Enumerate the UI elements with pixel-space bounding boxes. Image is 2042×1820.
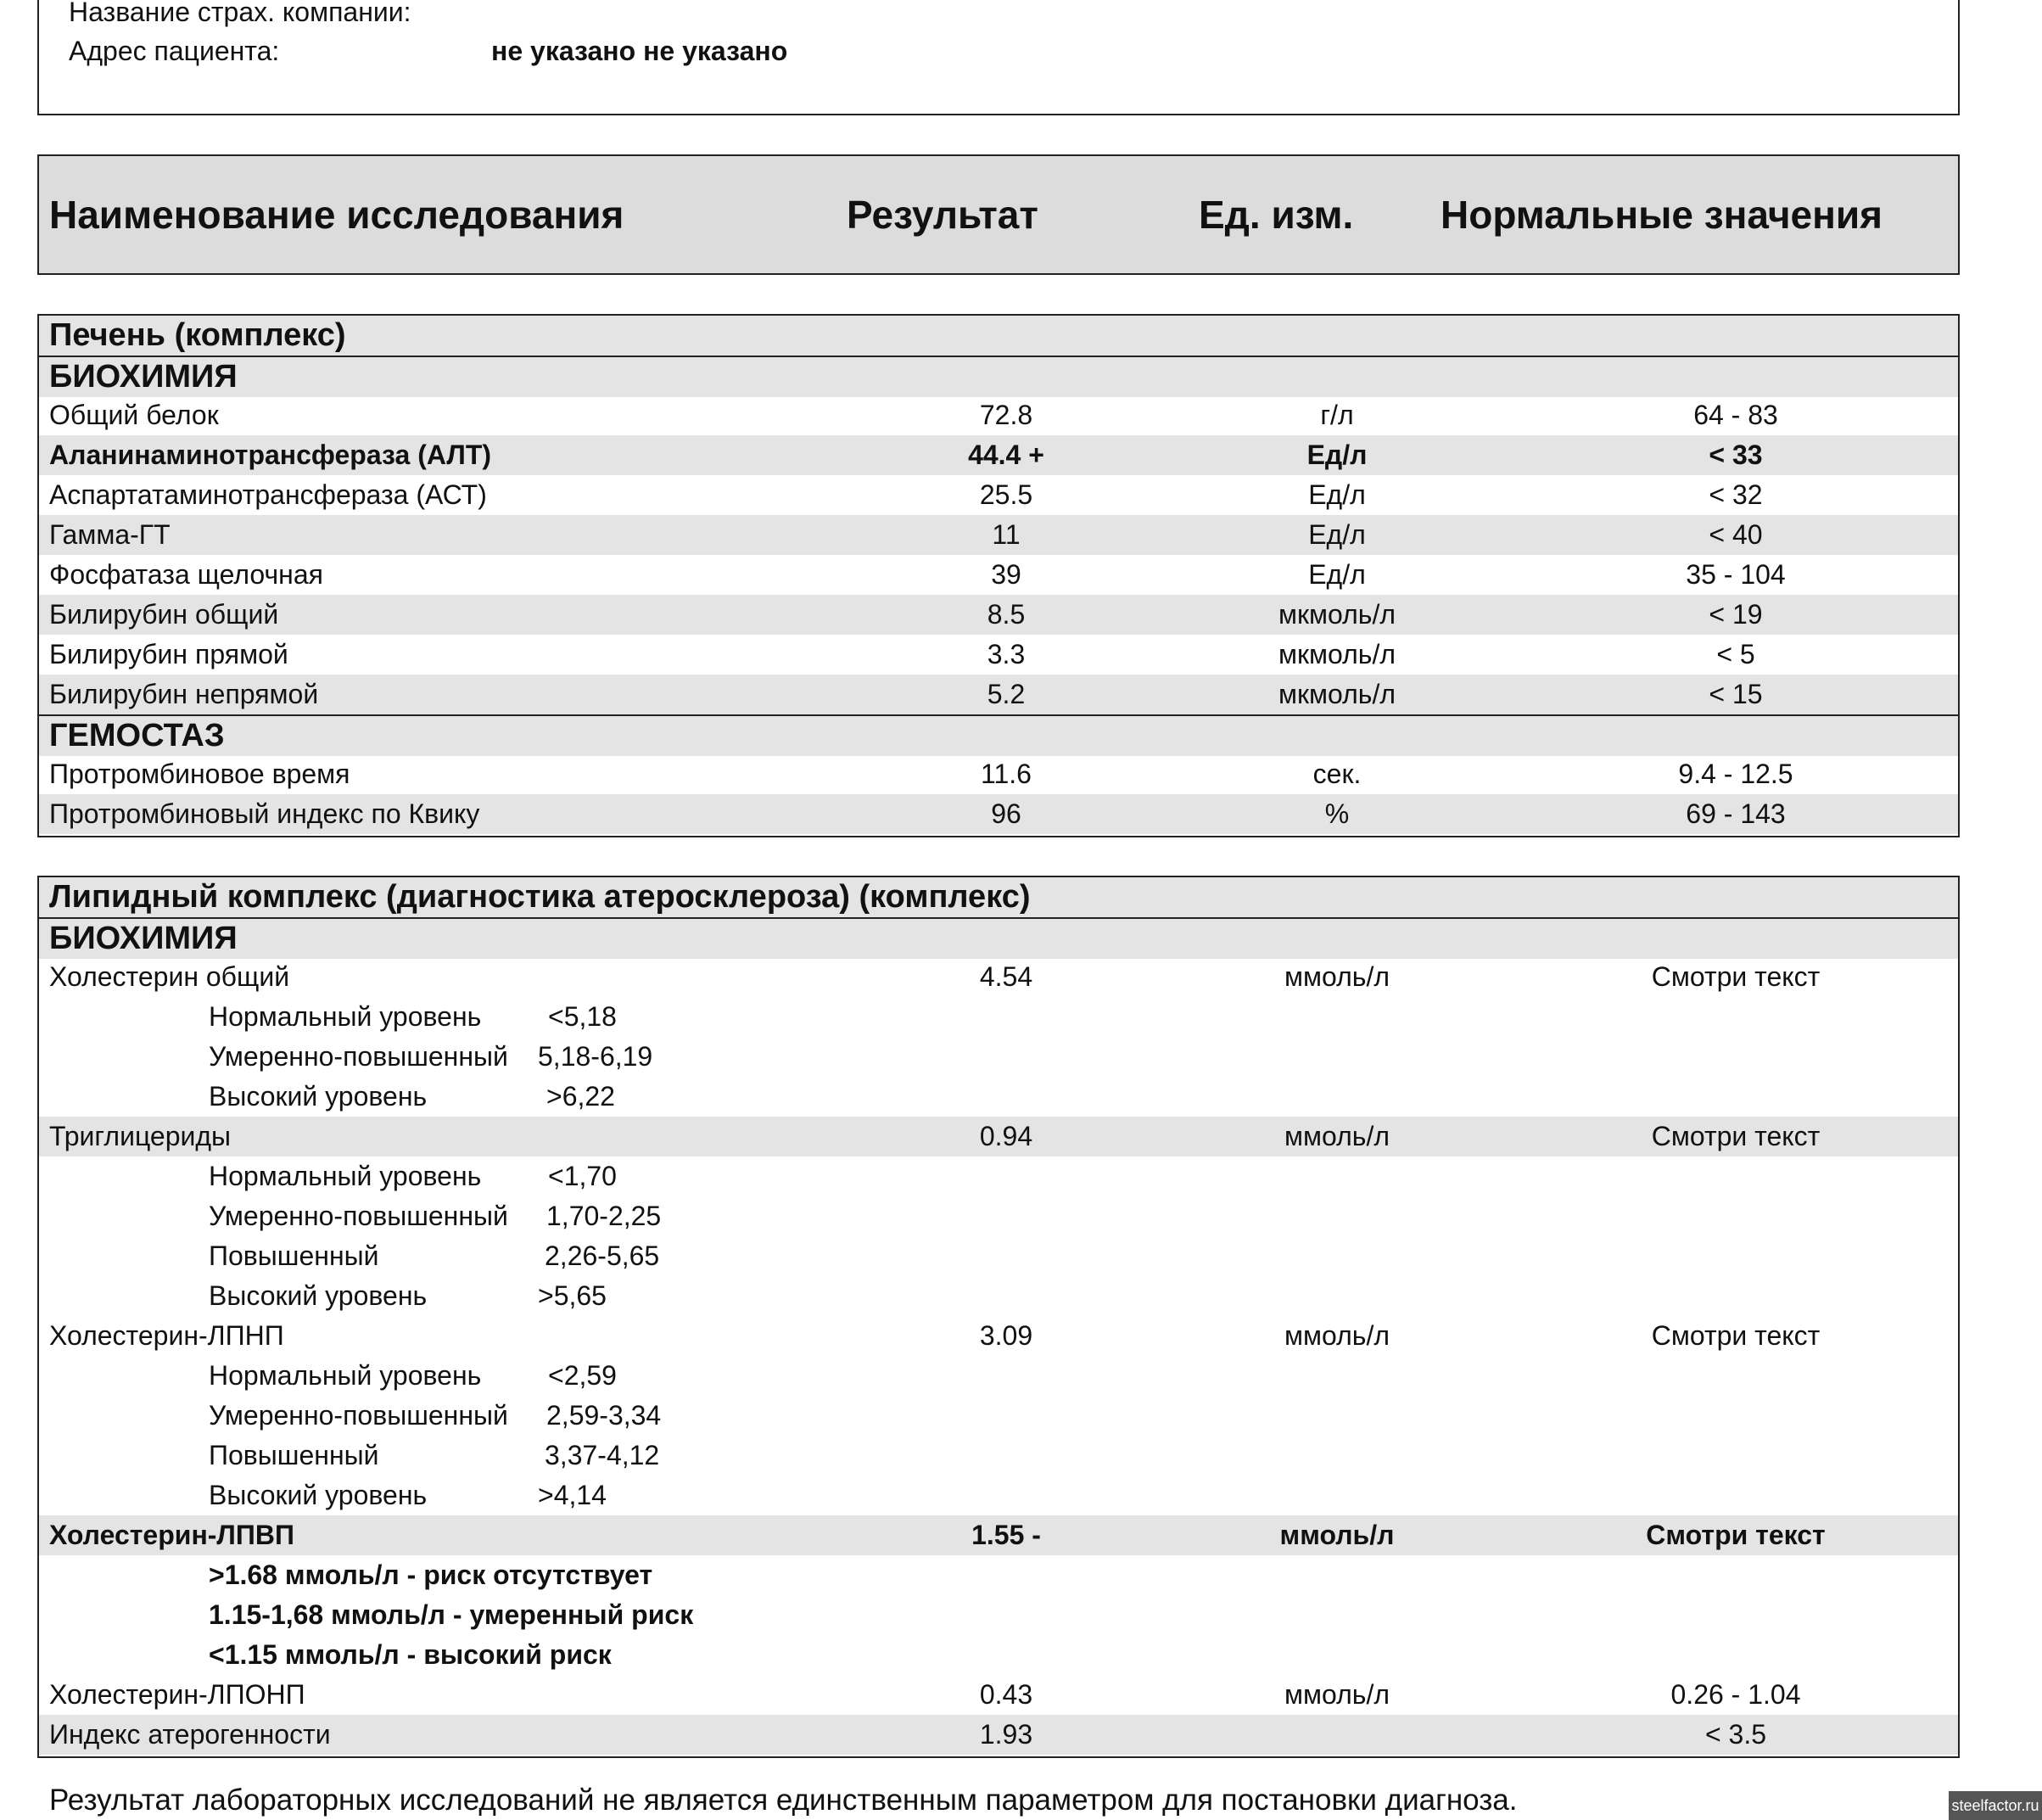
level-row: Нормальный уровень <2,59 — [209, 1360, 617, 1391]
header-result: Результат — [847, 193, 1038, 237]
table-row: Холестерин-ЛПВП 1.55 - ммоль/л Смотри текст — [39, 1515, 1958, 1555]
address-line — [69, 36, 788, 67]
level-row: Умеренно-повышенный 2,59-3,34 — [209, 1400, 662, 1431]
table-row: Протромбиновое время 11.6 сек. 9.4 - 12.5 — [49, 759, 1793, 789]
insurance-line — [69, 0, 411, 28]
level-row: Нормальный уровень <1,70 — [209, 1161, 617, 1191]
table-row: Протромбиновый индекс по Квику 96 % 69 - 143 — [39, 794, 1958, 834]
table-row: Холестерин-ЛПОНП 0.43 ммоль/л 0.26 - 1.04 — [49, 1679, 1801, 1710]
table-row: Аланинаминотрансфераза (АЛТ) 44.4 + Ед/л < 33 — [39, 435, 1958, 475]
table-row: Гамма-ГТ 11 Ед/л < 40 — [39, 515, 1958, 555]
liver-section — [37, 314, 1960, 837]
level-row: Высокий уровень >4,14 — [209, 1480, 607, 1510]
address-value: не указано не указано — [491, 36, 788, 66]
table-row: Холестерин общий 4.54 ммоль/л Смотри текст — [49, 961, 1821, 992]
level-row: Высокий уровень >6,22 — [209, 1081, 615, 1112]
table-row: Триглицериды 0.94 ммоль/л Смотри текст — [39, 1117, 1958, 1156]
address-label: Адрес пациента: — [69, 36, 280, 66]
header-unit: Ед. изм. — [1199, 193, 1354, 237]
watermark: steelfactor.ru — [1949, 1791, 2042, 1820]
header-norm: Нормальные значения — [1441, 193, 1883, 237]
level-row: Умеренно-повышенный 1,70-2,25 — [209, 1201, 662, 1231]
table-row: Холестерин-ЛПНП 3.09 ммоль/л Смотри текст — [49, 1320, 1821, 1351]
table-row: Общий белок 72.8 г/л 64 - 83 — [49, 400, 1778, 430]
table-row: Фосфатаза щелочная 39 Ед/л 35 - 104 — [49, 559, 1786, 590]
level-row: Повышенный 2,26-5,65 — [209, 1240, 660, 1271]
table-row: Билирубин общий 8.5 мкмоль/л < 19 — [39, 595, 1958, 635]
level-row: Умеренно-повышенный 5,18-6,19 — [209, 1041, 653, 1072]
level-row: Нормальный уровень <5,18 — [209, 1001, 617, 1032]
lipid-section — [37, 876, 1960, 1758]
insurance-label: Название страх. компании: — [69, 0, 411, 27]
table-row: Индекс атерогенности 1.93 < 3.5 — [39, 1715, 1958, 1755]
risk-note: 1.15-1,68 ммоль/л - умеренный риск — [209, 1599, 694, 1630]
liver-biochem-label: БИОХИМИЯ — [39, 356, 1958, 397]
hemostasis-label: ГЕМОСТАЗ — [39, 714, 1958, 756]
level-row: Высокий уровень >5,65 — [209, 1280, 607, 1311]
table-row: Билирубин прямой 3.3 мкмоль/л < 5 — [49, 639, 1755, 669]
column-header — [37, 154, 1960, 275]
footer-note: Результат лабораторных исследований не является единственным параметром для постановки диагноза. — [49, 1784, 1518, 1817]
risk-note: >1.68 ммоль/л - риск отсутствует — [209, 1560, 653, 1590]
lipid-biochem-label: БИОХИМИЯ — [39, 917, 1958, 959]
table-row: Аспартатаминотрансфераза (АСТ) 25.5 Ед/л < 32 — [49, 479, 1763, 510]
lipid-title: Липидный комплекс (диагностика атеросклероза) (комплекс) — [39, 877, 1958, 917]
patient-info-box — [37, 0, 1960, 115]
level-row: Повышенный 3,37-4,12 — [209, 1440, 660, 1470]
risk-note: <1.15 ммоль/л - высокий риск — [209, 1639, 612, 1670]
header-name: Наименование исследования — [49, 193, 624, 237]
liver-title: Печень (комплекс) — [39, 316, 1958, 356]
table-row: Билирубин непрямой 5.2 мкмоль/л < 15 — [39, 675, 1958, 714]
